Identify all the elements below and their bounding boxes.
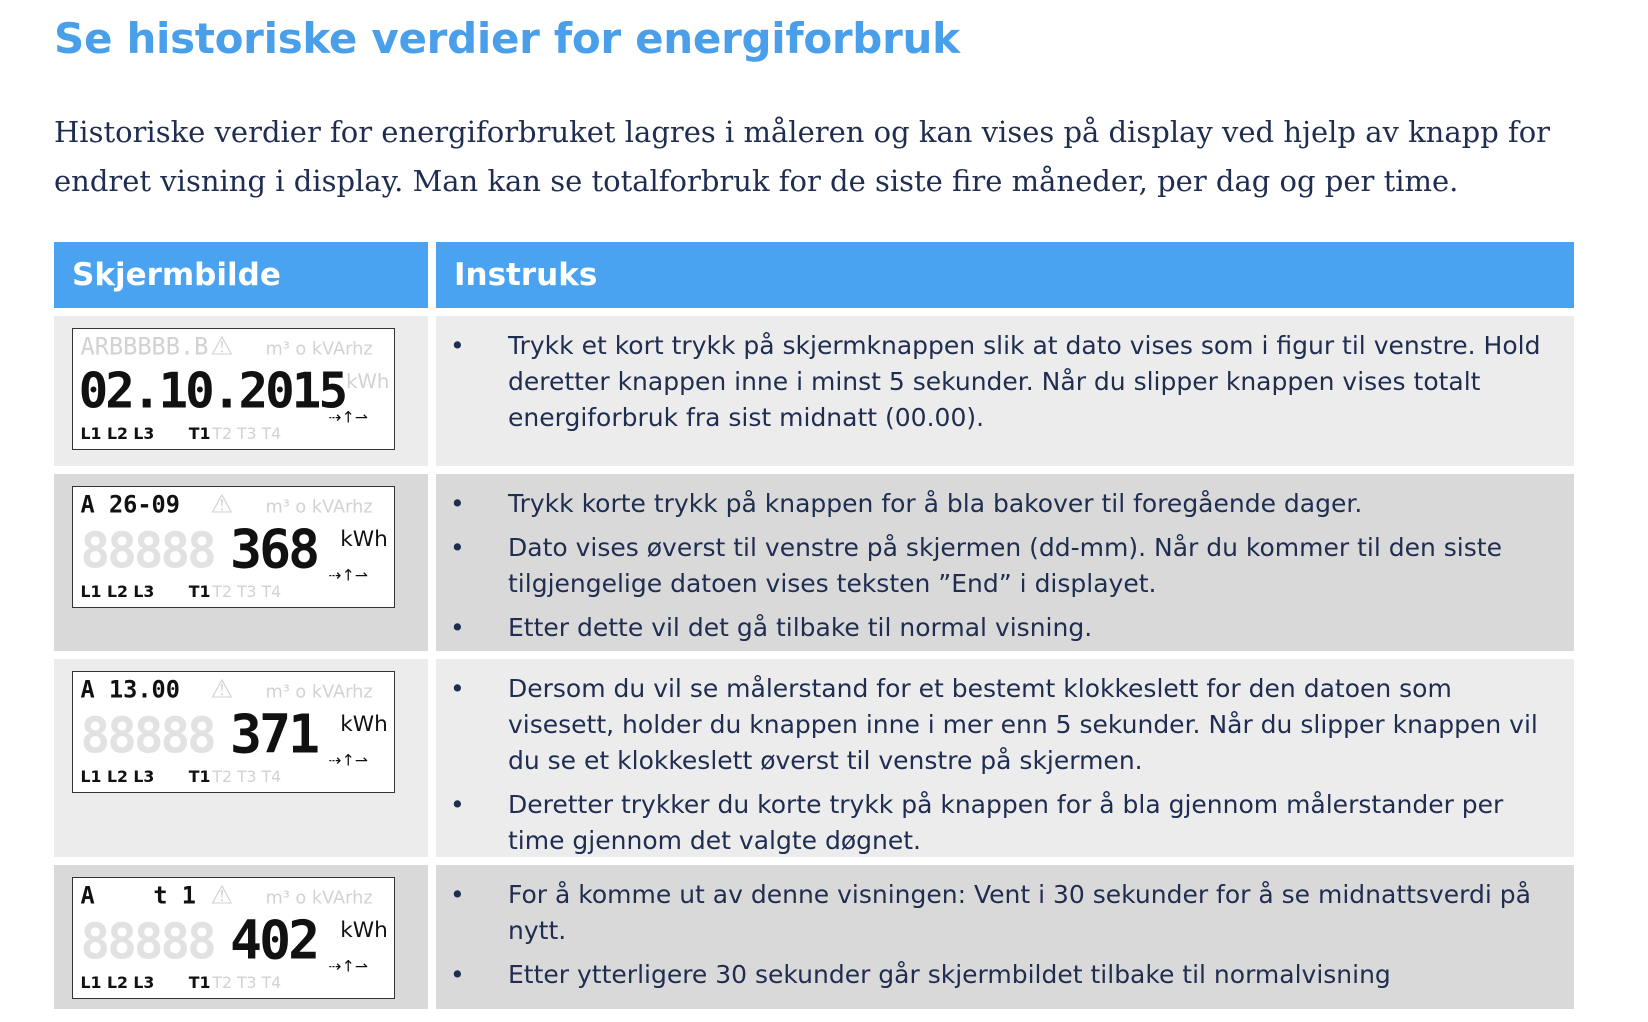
display-main-value: 402 (230, 909, 318, 972)
instruction-table (54, 242, 1574, 1009)
display-unit: kWh (340, 527, 388, 553)
display-top-left-value: A 13.00 (80, 675, 180, 704)
faint-unit-labels: m³ o kVArhz (265, 339, 373, 360)
list-item (450, 787, 1554, 859)
display-top-left-value: A 26-09 (80, 490, 180, 519)
list-item-text: For å komme ut av denne visningen: Vent i 30 sekunder for å se midnattsverdi på nytt. (508, 880, 1531, 945)
bullet-icon: • (450, 533, 465, 562)
list-item (450, 486, 1554, 522)
list-item (450, 671, 1554, 779)
tariff-indicator: T1 (188, 424, 211, 444)
meter-display-image (72, 671, 395, 793)
faint-main-segments: 88888 (80, 706, 214, 765)
meter-display-image (72, 328, 395, 450)
phase-indicators: L1 L2 L3 (80, 767, 155, 787)
faint-main-segments: 88888 (80, 912, 214, 971)
screen-cell (54, 865, 428, 1009)
table-row (54, 474, 1574, 651)
list-item-text: Etter dette vil det gå tilbake til normal visning. (508, 613, 1093, 642)
instruction-cell (436, 474, 1574, 651)
phase-indicators: L1 L2 L3 (80, 424, 155, 444)
faint-unit-labels: m³ o kVArhz (265, 888, 373, 909)
list-item-text: Etter ytterligere 30 sekunder går skjermbildet tilbake til normalvisning (508, 960, 1391, 989)
header-skjermbilde: Skjermbilde (54, 242, 428, 308)
bullet-list (450, 877, 1554, 993)
warning-icon: ⚠ (210, 880, 234, 911)
page-title: Se historiske verdier for energiforbruk (54, 14, 960, 63)
bullet-icon: • (450, 880, 465, 909)
table-row (54, 316, 1574, 466)
bullet-icon: • (450, 790, 465, 819)
faint-tariff-indicators: T2 T3 T4 (212, 582, 282, 602)
faint-tariff-indicators: T2 T3 T4 (212, 424, 282, 444)
list-item-text: Dersom du vil se målerstand for et bestemt klokkeslett for den datoen som visesett, holder du knappen inne i mer enn 5 sekunder. Når du slipper knappen vil du se et klokkeslett øverst til venstre på skjermen. (508, 674, 1538, 775)
header-instruks: Instruks (436, 242, 1574, 308)
direction-arrows-icon: ⇢↑⇀ (328, 956, 368, 976)
display-top-mid-value: t 1 (153, 881, 196, 910)
tariff-indicator: T1 (188, 973, 211, 993)
instruction-cell (436, 865, 1574, 1009)
faint-main-segments: 88888 (80, 521, 214, 580)
list-item-text: Dato vises øverst til venstre på skjermen (dd-mm). Når du kommer til den siste tilgjengelige datoen vises teksten ”End” i displayet. (508, 533, 1502, 598)
bullet-list (450, 328, 1554, 436)
display-main-value: 371 (230, 703, 318, 766)
bullet-icon: • (450, 331, 465, 360)
table-row (54, 659, 1574, 857)
warning-icon: ⚠ (210, 331, 234, 362)
warning-icon: ⚠ (210, 674, 234, 705)
list-item (450, 877, 1554, 949)
display-unit: kWh (340, 712, 388, 738)
list-item-text: Deretter trykker du korte trykk på knappen for å bla gjennom målerstander per time gjennom det valgte døgnet. (508, 790, 1504, 855)
direction-arrows-icon: ⇢↑⇀ (328, 407, 368, 427)
faint-unit-labels: m³ o kVArhz (265, 497, 373, 518)
phase-indicators: L1 L2 L3 (80, 973, 155, 993)
bullet-icon: • (450, 489, 465, 518)
screen-cell (54, 659, 428, 857)
list-item-text: Trykk korte trykk på knappen for å bla bakover til foregående dager. (508, 489, 1363, 518)
screen-cell (54, 474, 428, 651)
display-main-value: 02.10.2015 (78, 361, 346, 420)
list-item (450, 610, 1554, 646)
bullet-list (450, 671, 1554, 859)
direction-arrows-icon: ⇢↑⇀ (328, 565, 368, 585)
table-header-row (54, 242, 1574, 308)
bullet-icon: • (450, 674, 465, 703)
table-row (54, 865, 1574, 1009)
phase-indicators: L1 L2 L3 (80, 582, 155, 602)
list-item (450, 530, 1554, 602)
tariff-indicator: T1 (188, 767, 211, 787)
meter-display-image (72, 877, 395, 999)
faint-kwh-label: kWh (346, 370, 390, 394)
intro-paragraph: Historiske verdier for energiforbruket lagres i måleren og kan vises på display ved hjelp av knapp for endret visning i display. Man kan se totalforbruk for de siste fire måneder, per dag og per time. (54, 115, 1551, 198)
direction-arrows-icon: ⇢↑⇀ (328, 750, 368, 770)
faint-top-segments: ARBBBBB.B (80, 332, 209, 361)
bullet-icon: • (450, 613, 465, 642)
display-top-left-value: A (80, 881, 95, 910)
screen-cell (54, 316, 428, 466)
bullet-list (450, 486, 1554, 646)
faint-tariff-indicators: T2 T3 T4 (212, 973, 282, 993)
instruction-cell (436, 316, 1574, 466)
instruction-cell (436, 659, 1574, 857)
list-item (450, 328, 1554, 436)
tariff-indicator: T1 (188, 582, 211, 602)
list-item (450, 957, 1554, 993)
faint-tariff-indicators: T2 T3 T4 (212, 767, 282, 787)
faint-unit-labels: m³ o kVArhz (265, 682, 373, 703)
bullet-icon: • (450, 960, 465, 989)
warning-icon: ⚠ (210, 489, 234, 520)
display-unit: kWh (340, 918, 388, 944)
meter-display-image (72, 486, 395, 608)
list-item-text: Trykk et kort trykk på skjermknappen slik at dato vises som i figur til venstre. Hold deretter knappen inne i minst 5 sekunder. Når du slipper knappen vises totalt energiforbruk fra sist midnatt (00.00). (508, 331, 1541, 432)
display-main-value: 368 (230, 518, 318, 581)
